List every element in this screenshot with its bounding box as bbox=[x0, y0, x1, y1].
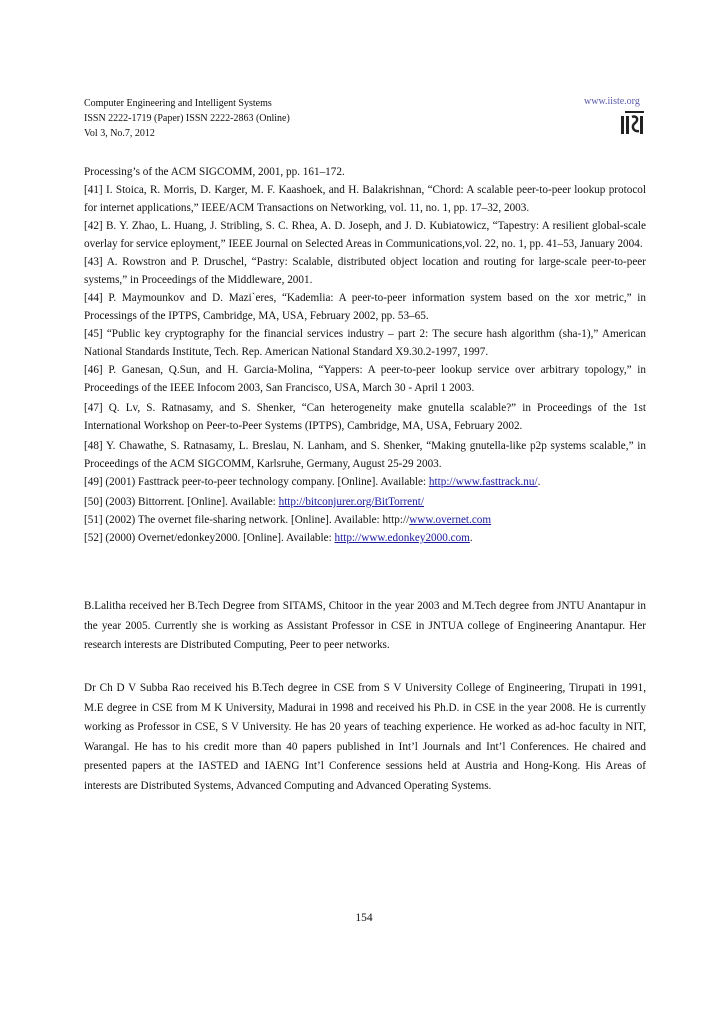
reference-47: [47] Q. Lv, S. Ratnasamy, and S. Shenker, “Can heterogeneity make gnutella scalable?” in Proceedings of the 1st International Workshop on Peer-to-Peer Systems (IPTPS), Cambridge, MA, USA, February 2002. bbox=[84, 402, 646, 432]
journal-title: Computer Engineering and Intelligent Systems bbox=[84, 98, 272, 109]
reference-44: [44] P. Maymounkov and D. Mazi`eres, “Kademlia: A peer-to-peer information system based on the xor metric,” in Processings of the IPTPS, Cambridge, MA, USA, February 2002, pp. 53–65. bbox=[84, 292, 646, 322]
iiste-logo-icon bbox=[620, 108, 646, 136]
reference-50-link[interactable]: http://bitconjurer.org/BitTorrent/ bbox=[278, 496, 424, 508]
journal-website[interactable]: www.iiste.org bbox=[584, 96, 640, 107]
reference-45: [45] “Public key cryptography for the financial services industry – part 2: The secure hash algorithm (sha-1),” American National Standards Institute, Tech. Rep. American National Standard X9.30.2-1997, 1997. bbox=[84, 328, 646, 358]
author-bio-lalitha: B.Lalitha received her B.Tech Degree from SITAMS, Chitoor in the year 2003 and M.Tech degree from JNTU Anantapur in the year 2005. Currently she is working as Assistant Professor in CSE in JNTUA college of Engineering Anantapur. Her research interests are Distributed Computing, Peer to peer networks. bbox=[84, 600, 646, 651]
reference-51 bbox=[84, 511, 646, 529]
author-bio-subba-rao: Dr Ch D V Subba Rao received his B.Tech degree in CSE from S V University College of Engineering, Tirupati in 1991, M.E degree in CSE from M K University, Madurai in 1998 and received his Ph.D. in CSE in the year 2008. He is currently working as Professor in CSE, S V University. He has 20 years of teaching experience. He worked as ad-hoc faculty in NIT, Warangal. He has to his credit more than 40 papers published in Int’l Journals and Int’l Conferences. He chaired and presented papers at the IASTED and IAENG Int’l Conference sessions held at Austria and Hong-Kong. His Areas of interests are Distributed Systems, Advanced Computing and Advanced Operating Systems. bbox=[84, 682, 646, 792]
reference-41: [41] I. Stoica, R. Morris, D. Karger, M. F. Kaashoek, and H. Balakrishnan, “Chord: A scalable peer-to-peer lookup protocol for internet applications,” IEEE/ACM Transactions on Networking, vol. 11, no. 1, pp. 17–32, 2003. bbox=[84, 184, 646, 214]
reference-40-continued: Processing’s of the ACM SIGCOMM, 2001, pp. 161–172. bbox=[84, 166, 345, 178]
reference-49-link[interactable]: http://www.fasttrack.nu/ bbox=[428, 476, 538, 488]
reference-50-text: [50] (2003) Bittorrent. [Online]. Available: bbox=[84, 496, 279, 508]
references-list bbox=[84, 163, 646, 547]
reference-52-text: [52] (2000) Overnet/edonkey2000. [Online]. Available: bbox=[84, 532, 335, 544]
journal-issn: ISSN 2222-1719 (Paper) ISSN 2222-2863 (Online) bbox=[84, 113, 290, 124]
reference-51-link[interactable]: www.overnet.com bbox=[409, 514, 492, 526]
reference-48: [48] Y. Chawathe, S. Ratnasamy, L. Breslau, N. Lanham, and S. Shenker, “Making gnutella-like p2p systems scalable,” in Proceedings of the ACM SIGCOMM, Karlsruhe, Germany, August 25-29 2003. bbox=[84, 440, 646, 470]
journal-header bbox=[84, 96, 646, 141]
journal-volume: Vol 3, No.7, 2012 bbox=[84, 128, 155, 139]
reference-49-after: . bbox=[537, 476, 541, 488]
reference-51-text: [51] (2002) The overnet file-sharing network. [Online]. Available: http:// bbox=[84, 514, 410, 526]
reference-42: [42] B. Y. Zhao, L. Huang, J. Stribling, S. C. Rhea, A. D. Joseph, and J. D. Kubiatowicz, “Tapestry: A resilient global-scale overlay for service eployment,” IEEE Journal on Selected Areas in Communications,vol. 22, no. 1, pp. 41–53, January 2004. bbox=[84, 220, 646, 250]
reference-49 bbox=[84, 473, 646, 491]
page-number: 154 bbox=[355, 912, 373, 924]
reference-49-text: [49] (2001) Fasttrack peer-to-peer technology company. [Online]. Available: bbox=[84, 476, 429, 488]
reference-52-after: . bbox=[469, 532, 473, 544]
reference-52 bbox=[84, 529, 646, 547]
reference-46: [46] P. Ganesan, Q.Sun, and H. Garcia-Molina, “Yappers: A peer-to-peer lookup service over arbitrary topology,” in Proceedings of the IEEE Infocom 2003, San Francisco, USA, March 30 - April 1 2003. bbox=[84, 364, 646, 394]
reference-43: [43] A. Rowstron and P. Druschel, “Pastry: Scalable, distributed object location and routing for large-scale peer-to-peer systems,” in Proceedings of the Middleware, 2001. bbox=[84, 256, 646, 286]
reference-52-link[interactable]: http://www.edonkey2000.com bbox=[334, 532, 470, 544]
reference-50 bbox=[84, 493, 646, 511]
